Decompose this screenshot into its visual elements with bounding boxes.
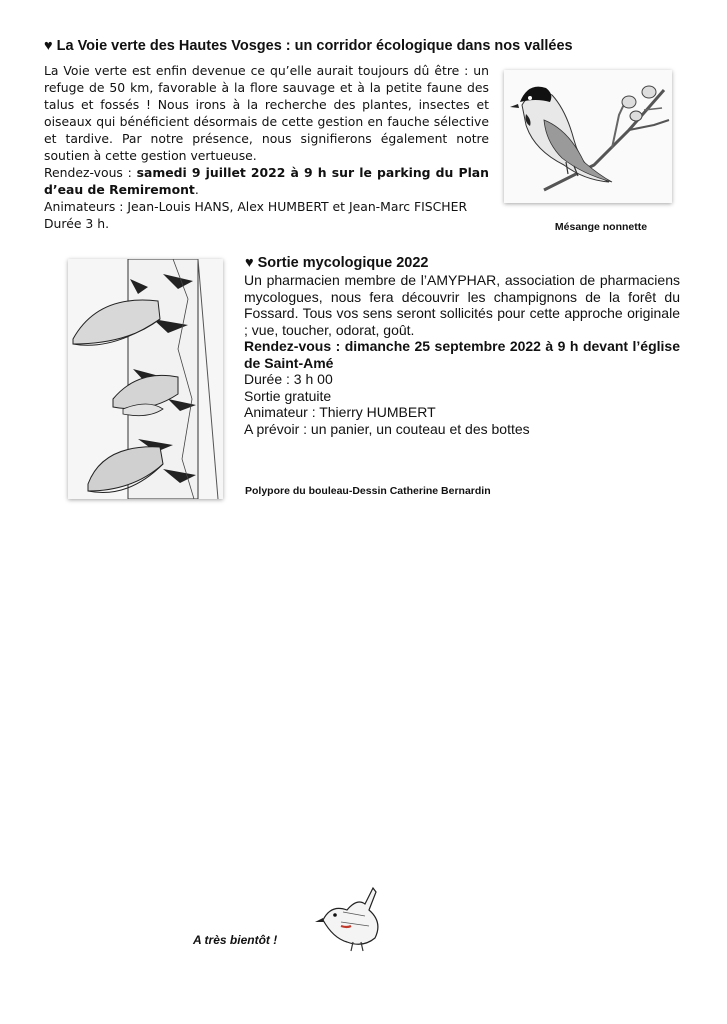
section2-description: Un pharmacien membre de l’AMYPHAR, association de pharmaciens mycologues, nous fera découvrir les champignons de la forêt du Fossard. Tous vos sens seront sollicités pour cette approche originale ; vue, toucher, odorat, goût. <box>244 272 680 338</box>
section1-animateurs: Animateurs : Jean-Louis HANS, Alex HUMBERT et Jean-Marc FISCHER <box>44 199 468 214</box>
section2-tarif: Sortie gratuite <box>244 387 332 404</box>
section1-description: La Voie verte est enfin devenue ce qu’elle aurait toujours dû être : un refuge de 50 km, favorable à la flore sauvage et à la petite faune des talus et fossés ! Nous irons à la recherche des plantes, insectes et oiseaux qui bénéficient désormais de cette gestion en fauche sélective et tardive. Par notre présence, nous signifierons également notre soutien à cette gestion vertueuse. <box>44 63 489 163</box>
wren-illustration <box>313 882 395 952</box>
polypore-caption: Polypore du bouleau-Dessin Catherine Bernardin <box>245 485 491 497</box>
rdv-value: samedi 9 juillet 2022 à 9 h sur le parking du Plan d’eau de Remiremont <box>44 165 489 197</box>
heart-icon: ♥ <box>44 38 53 54</box>
section2-title <box>245 255 685 271</box>
section1-body <box>44 62 489 232</box>
section2-rdv: Rendez-vous : dimanche 25 septembre 2022 à 9 h devant l’église de Saint-Amé <box>244 338 680 371</box>
section2-duree: Durée : 3 h 00 <box>244 371 333 387</box>
section2-body <box>244 272 680 437</box>
bird-caption: Mésange nonnette <box>554 221 648 233</box>
section1-duree: Durée 3 h. <box>44 216 110 231</box>
polypore-illustration <box>68 259 223 499</box>
section2-animateur: Animateur : Thierry HUMBERT <box>244 404 436 420</box>
section1-rdv <box>44 164 489 198</box>
section1-title <box>44 38 694 54</box>
rdv-end: . <box>194 182 199 197</box>
heart-icon: ♥ <box>245 255 254 271</box>
section2-title-text: Sortie mycologique 2022 <box>257 255 429 271</box>
section2-prevoir: A prévoir : un panier, un couteau et des bottes <box>244 420 530 437</box>
section1-title-text: La Voie verte des Hautes Vosges : un corridor écologique dans nos vallées <box>56 38 573 54</box>
sign-off: A très bientôt ! <box>193 933 278 947</box>
rdv-label: Rendez-vous : <box>44 165 137 180</box>
bird-illustration <box>504 70 672 203</box>
